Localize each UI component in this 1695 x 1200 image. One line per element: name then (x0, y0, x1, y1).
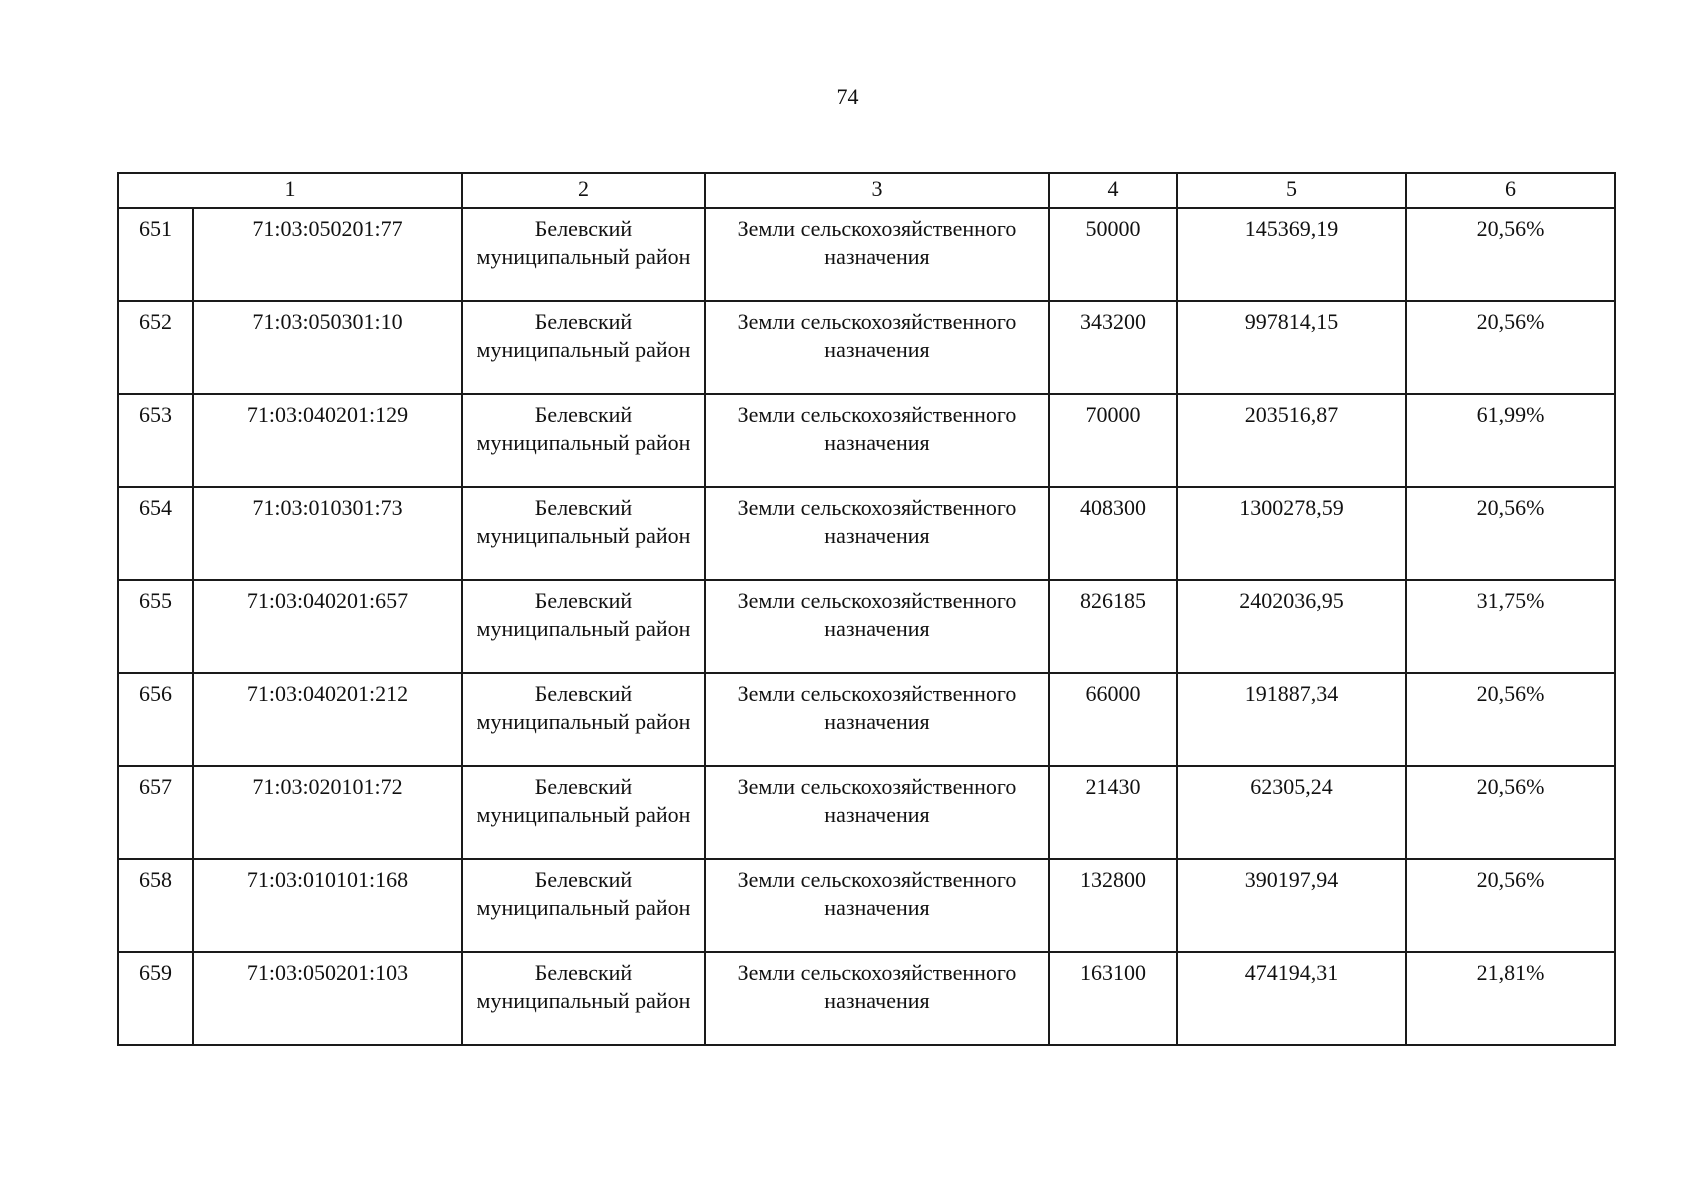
header-row (118, 173, 1615, 208)
cadastral-number: 71:03:040201:657 (193, 580, 462, 673)
cadastral-value: 62305,24 (1177, 766, 1406, 859)
table-row (118, 487, 1615, 580)
cadastral-value: 474194,31 (1177, 952, 1406, 1045)
table-row (118, 952, 1615, 1045)
cadastral-value: 997814,15 (1177, 301, 1406, 394)
district-name: Белевский муниципальный район (462, 952, 705, 1045)
header-cell-5: 5 (1177, 173, 1406, 208)
district-name: Белевский муниципальный район (462, 208, 705, 301)
header-cell-1: 1 (118, 173, 462, 208)
district-name: Белевский муниципальный район (462, 580, 705, 673)
row-number: 653 (118, 394, 193, 487)
area-value: 70000 (1049, 394, 1177, 487)
table-row (118, 394, 1615, 487)
percent-value: 20,56% (1406, 859, 1615, 952)
land-category: Земли сельскохозяйственного назначения (705, 859, 1049, 952)
land-category: Земли сельскохозяйственного назначения (705, 487, 1049, 580)
cadastral-value: 203516,87 (1177, 394, 1406, 487)
percent-value: 31,75% (1406, 580, 1615, 673)
row-number: 658 (118, 859, 193, 952)
table-row (118, 301, 1615, 394)
page-number: 74 (836, 84, 859, 109)
area-value: 343200 (1049, 301, 1177, 394)
row-number: 655 (118, 580, 193, 673)
cadastral-number: 71:03:040201:129 (193, 394, 462, 487)
percent-value: 20,56% (1406, 673, 1615, 766)
header-cell-3: 3 (705, 173, 1049, 208)
percent-value: 20,56% (1406, 208, 1615, 301)
header-cell-6: 6 (1406, 173, 1615, 208)
cadastral-value: 2402036,95 (1177, 580, 1406, 673)
land-registry-table (117, 172, 1616, 1046)
area-value: 50000 (1049, 208, 1177, 301)
district-name: Белевский муниципальный район (462, 394, 705, 487)
table-row (118, 580, 1615, 673)
cadastral-value: 1300278,59 (1177, 487, 1406, 580)
header-cell-2: 2 (462, 173, 705, 208)
land-category: Земли сельскохозяйственного назначения (705, 580, 1049, 673)
cadastral-value: 390197,94 (1177, 859, 1406, 952)
percent-value: 20,56% (1406, 301, 1615, 394)
row-number: 657 (118, 766, 193, 859)
land-category: Земли сельскохозяйственного назначения (705, 208, 1049, 301)
percent-value: 20,56% (1406, 766, 1615, 859)
cadastral-value: 145369,19 (1177, 208, 1406, 301)
percent-value: 20,56% (1406, 487, 1615, 580)
area-value: 826185 (1049, 580, 1177, 673)
row-number: 652 (118, 301, 193, 394)
percent-value: 61,99% (1406, 394, 1615, 487)
area-value: 66000 (1049, 673, 1177, 766)
area-value: 408300 (1049, 487, 1177, 580)
row-number: 656 (118, 673, 193, 766)
district-name: Белевский муниципальный район (462, 766, 705, 859)
table-row (118, 859, 1615, 952)
row-number: 659 (118, 952, 193, 1045)
percent-value: 21,81% (1406, 952, 1615, 1045)
land-category: Земли сельскохозяйственного назначения (705, 952, 1049, 1045)
land-category: Земли сельскохозяйственного назначения (705, 301, 1049, 394)
cadastral-number: 71:03:050201:77 (193, 208, 462, 301)
row-number: 651 (118, 208, 193, 301)
table-row (118, 766, 1615, 859)
land-category: Земли сельскохозяйственного назначения (705, 766, 1049, 859)
district-name: Белевский муниципальный район (462, 673, 705, 766)
table-row (118, 673, 1615, 766)
cadastral-number: 71:03:020101:72 (193, 766, 462, 859)
district-name: Белевский муниципальный район (462, 487, 705, 580)
district-name: Белевский муниципальный район (462, 301, 705, 394)
area-value: 132800 (1049, 859, 1177, 952)
land-category: Земли сельскохозяйственного назначения (705, 394, 1049, 487)
land-category: Земли сельскохозяйственного назначения (705, 673, 1049, 766)
cadastral-value: 191887,34 (1177, 673, 1406, 766)
row-number: 654 (118, 487, 193, 580)
table-body (118, 208, 1615, 1045)
header-cell-4: 4 (1049, 173, 1177, 208)
table-row (118, 208, 1615, 301)
area-value: 21430 (1049, 766, 1177, 859)
cadastral-number: 71:03:050301:10 (193, 301, 462, 394)
area-value: 163100 (1049, 952, 1177, 1045)
district-name: Белевский муниципальный район (462, 859, 705, 952)
cadastral-number: 71:03:040201:212 (193, 673, 462, 766)
cadastral-number: 71:03:010101:168 (193, 859, 462, 952)
cadastral-number: 71:03:050201:103 (193, 952, 462, 1045)
cadastral-number: 71:03:010301:73 (193, 487, 462, 580)
